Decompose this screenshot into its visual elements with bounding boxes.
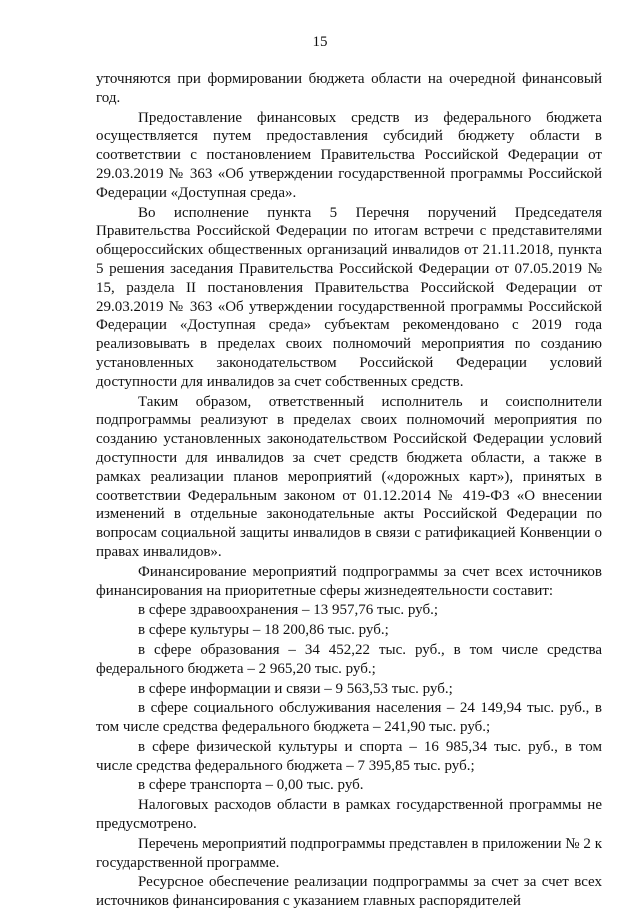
financing-item-social-services: в сфере социального обслуживания населения – 24 149,94 тыс. руб., в том числе средства федерального бюджета – 241,90 тыс. руб.; (96, 700, 602, 736)
paragraph-financing-intro: Финансирование мероприятий подпрограммы за счет всех источников финансирования на приоритетные сферы жизнедеятельности составит: (96, 563, 602, 599)
paragraph-activities-list: Перечень мероприятий подпрограммы представлен в приложении № 2 к государственной программе. (96, 835, 602, 871)
document-body (96, 70, 602, 911)
paragraph-budget-clarification: уточняются при формировании бюджета области на очередной финансовый год. (96, 71, 602, 106)
paragraph-instructions: Во исполнение пункта 5 Перечня поручений Председателя Правительства Российской Федерации по итогам встречи с представителями общероссийских общественных организаций инвалидов от 21.11.2018, пункта 5 решения заседания Правительства Российской Федерации от 07.05.2019 № 15, раздела II постановления Правительства Российской Федерации от 29.03.2019 № 363 «Об утверждении государственной программы Российской Федерации «Доступная среда» субъектам рекомендовано с 2019 года реализовывать в пределах своих полномочий мероприятия по созданию установленных законодательством Российской Федерации условий доступности для инвалидов за счет собственных средств. (96, 204, 602, 390)
paragraph-executors: Таким образом, ответственный исполнитель и соисполнители подпрограммы реализуют в пределах своих полномочий мероприятия по созданию установленных законодательством Российской Федерации условий доступности для инвалидов за счет средств бюджета области, а также в рамках реализации планов мероприятий («дорожных карт»), принятых в соответствии Федеральным законом от 01.12.2014 № 419-ФЗ «О внесении изменений в отдельные законодательные акты Российской Федерации по вопросам социальной защиты инвалидов в связи с ратификацией Конвенции о правах инвалидов». (96, 393, 602, 560)
page-number: 15 (312, 34, 328, 50)
paragraph-federal-funds: Предоставление финансовых средств из федерального бюджета осуществляется путем предоставления субсидий бюджету области в соответствии с постановлением Правительства Российской Федерации от 29.03.2019 № 363 «Об утверждении государственной программы Российской Федерации «Доступная среда». (96, 109, 602, 201)
financing-item-information: в сфере информации и связи – 9 563,53 тыс. руб.; (138, 680, 453, 697)
paragraph-resource-support: Ресурсное обеспечение реализации подпрограммы за счет за счет всех источников финансирования с указанием главных распорядителей (96, 874, 602, 910)
financing-item-education: в сфере образования – 34 452,22 тыс. руб., в том числе средства федерального бюджета – 2 965,20 тыс. руб.; (96, 641, 602, 677)
financing-item-transport: в сфере транспорта – 0,00 тыс. руб. (138, 777, 364, 794)
financing-item-healthcare: в сфере здравоохранения – 13 957,76 тыс. руб.; (138, 602, 438, 619)
financing-item-culture: в сфере культуры – 18 200,86 тыс. руб.; (138, 622, 389, 639)
financing-item-sports: в сфере физической культуры и спорта – 16 985,34 тыс. руб., в том числе средства федерального бюджета – 7 395,85 тыс. руб.; (96, 738, 602, 774)
paragraph-tax-expenses: Налоговых расходов области в рамках государственной программы не предусмотрено. (96, 797, 602, 833)
